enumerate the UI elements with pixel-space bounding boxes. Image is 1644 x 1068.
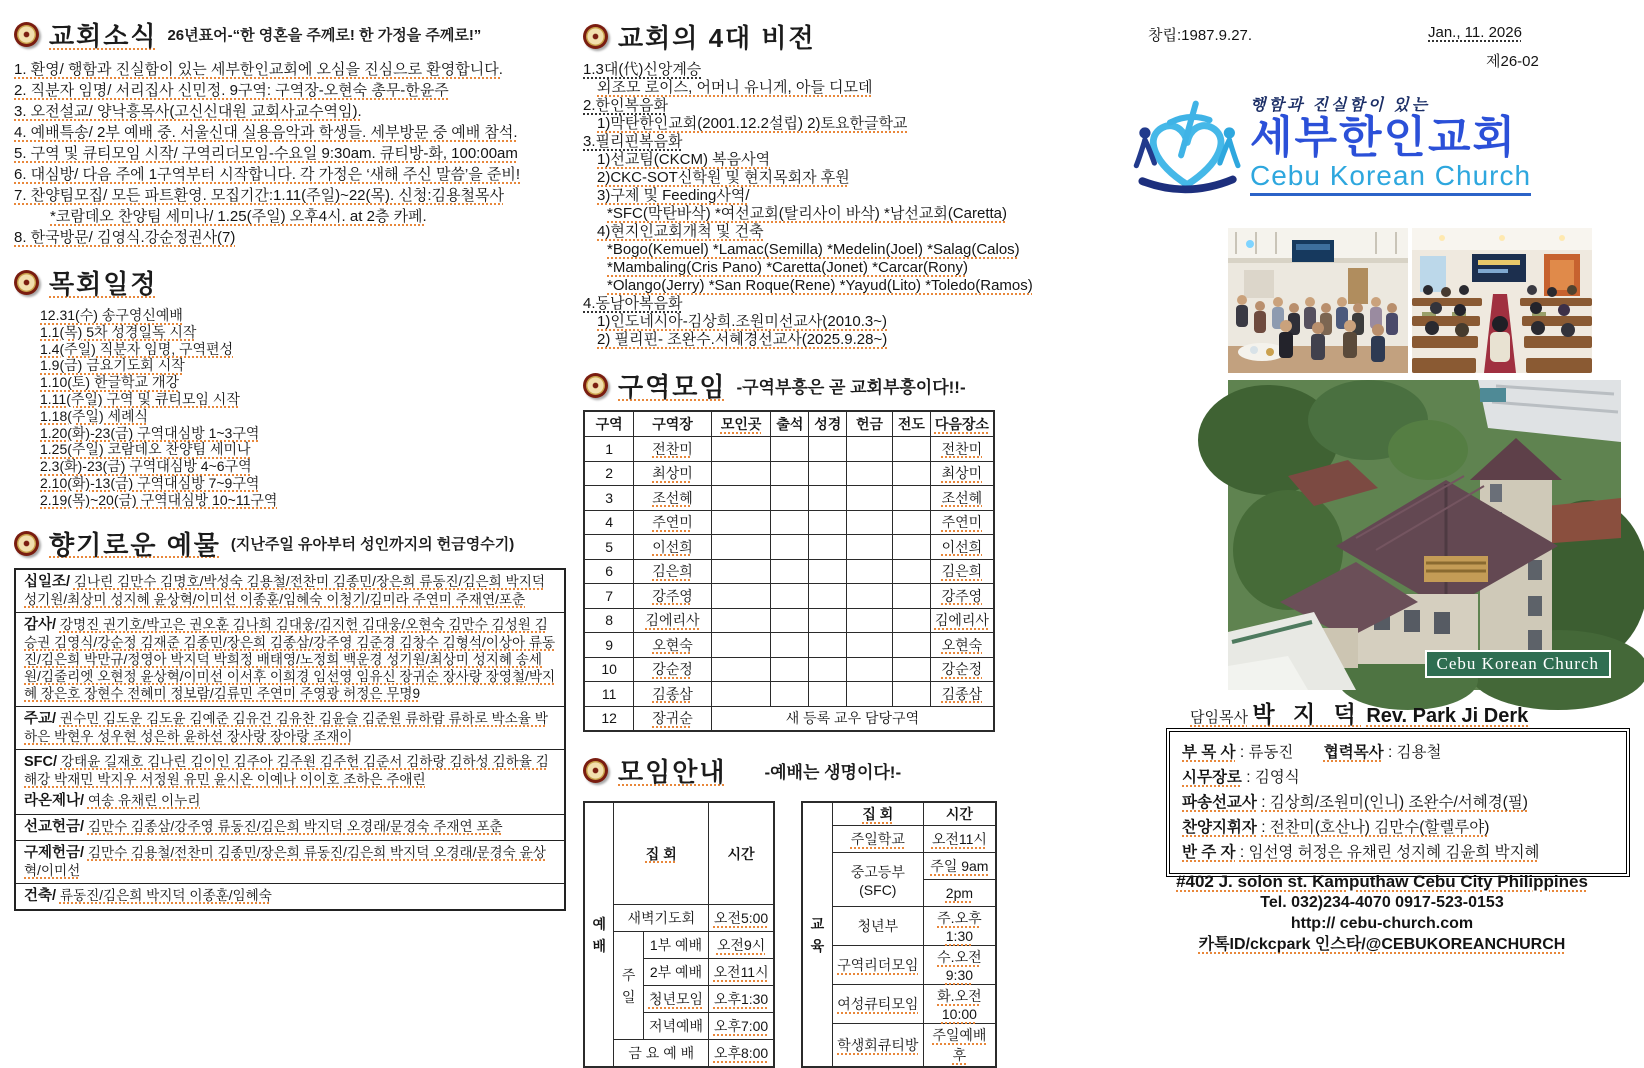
group-no: 6 [584,559,634,584]
meeting-time: 주일 9am [923,853,996,880]
section-seal-icon [14,270,39,295]
meeting-name: 저녁예배 [643,1013,708,1040]
section-seal-icon [14,22,39,47]
address-block [1122,872,1642,955]
staff-name: : 임선영 허정은 유채린 성지혜 김윤희 박지혜 [1239,844,1540,861]
vision-line: *Olango(Jerry) *San Roque(Rene) *Yayud(Lito) *Toledo(Ramos) [607,277,1033,294]
col-header: 전도 [892,411,930,437]
vision-line: 2)CKC-SOT신학원 및 현지목회자 후원 [597,169,850,186]
staff-name: : 전찬미(호산나) 김만수(할렐루야) [1261,819,1490,836]
group-next: 주연미 [930,510,994,535]
vision-title: 교회의 4대 비전 [618,23,816,53]
meeting-name: 청년모임 [643,986,708,1013]
offering-label: 구제헌금/ [24,844,85,861]
schedule-item: 2.3(화)-23(금) 구역대심방 4~6구역 [40,458,252,475]
group-leader: 강주영 [634,584,712,609]
schedule-item: 1.9(금) 금요기도회 시작 [40,357,185,374]
offering-label: 건축/ [24,887,57,904]
news-list [14,59,566,248]
meeting-time: 오전11시 [709,959,774,986]
schedule-item: 1.10(토) 한글학교 개강 [40,374,180,391]
church-logo-icon [1132,92,1244,204]
table-row [584,802,774,905]
seal-center-icon [17,273,36,292]
seal-center-icon [17,25,36,44]
meeting-tables [583,795,1035,1068]
empty-cell [847,657,893,682]
schedule-item: 1.4(주일) 직분자 임명, 구역편성 [40,340,234,357]
news-item: 3. 오전설교/ 양낙흥목사(고신신대원 교회사교수역임). [14,103,362,120]
education-category: 교육 [802,802,832,1067]
seal-center-icon [586,376,605,395]
empty-cell [847,608,893,633]
empty-cell [711,608,771,633]
schedule-item: 1.20(화)-23(금) 구역대심방 1~3구역 [40,424,260,441]
col-header: 헌금 [847,411,893,437]
issue-date: Jan., 11. 2026 [1428,24,1522,41]
empty-cell [711,682,771,707]
col-header: 성경 [809,411,847,437]
group-leader: 김에리사 [634,608,712,633]
offering-label: 십일조/ [24,573,71,590]
group-leader: 조선혜 [634,486,712,511]
empty-cell [847,486,893,511]
left-column [14,16,566,911]
offering-label: 라온제나/ [24,792,85,809]
offering-row [16,814,564,840]
empty-cell [847,535,893,560]
group-next: 이선희 [930,535,994,560]
section-seal-icon [583,24,608,49]
offering-row [16,749,564,792]
meeting-time: 수.오전9:30 [923,946,996,985]
meeting-time: 화.오전10:00 [923,985,996,1024]
empty-cell [847,461,893,486]
church-logo [1132,92,1602,204]
photo-caption-badge: Cebu Korean Church [1425,650,1611,678]
staff-name: : 김상희/조원미(인니) 조완수/서혜경(필) [1261,794,1528,811]
empty-cell [847,437,893,462]
logo-tagline: 행함과 진실함이 있는 [1250,97,1431,114]
vision-section-header [583,18,1035,55]
offering-label: SFC/ [24,753,58,770]
empty-cell [892,633,930,658]
meeting-name: 1부 예배 [643,932,708,959]
empty-cell [771,608,809,633]
empty-cell [771,559,809,584]
meeting-time: 주.오후1:30 [923,907,996,946]
empty-cell [892,510,930,535]
staff-row [1182,765,1614,790]
empty-cell [847,633,893,658]
group-leader: 전찬미 [634,437,712,462]
meeting-name: 구역리더모임 [832,946,923,985]
seal-center-icon [586,761,605,780]
table-row [584,559,994,584]
offering-names: 권수민 김도운 김도윤 김예준 김유건 김유찬 김윤슬 김준원 류하람 류하로 박소율 박하은 박현우 성우현 성은하 윤하선 장사랑 장아랑 조재이 [24,710,548,744]
offering-names: 김나린 김만수 김명호/박성숙 김용철/전찬미 김종민/장은희 류동진/김은희 박지덕 성기원/최상미 성지혜 윤상혁/이미선 이종훈/임혜숙 이청기/김미라 주연미 주재연/포춘 [24,573,545,607]
empty-cell [809,437,847,462]
interior-photo-1 [1228,228,1408,373]
staff-row [1182,790,1614,815]
group-leader: 강순정 [634,657,712,682]
vision-line: 1)인도네시아-김상희.조원미선교사(2010.3~) [597,313,887,330]
group-no: 1 [584,437,634,462]
staff-role: 찬양지휘자 [1182,819,1257,836]
table-row [584,535,994,560]
news-item: 8. 한국방문/ 김영식.강순정권사(7) [14,229,236,246]
table-row [584,706,994,731]
worship-table [583,801,775,1068]
pastor-name-english: Rev. Park Ji Derk [1366,705,1529,727]
empty-cell [892,461,930,486]
vision-line: 2) 필리핀- 조완수.서혜경선교사(2025.9.28~) [597,331,888,348]
news-item-note: *코람데오 찬양팀 세미나/ 1.25(주일) 오후4시. at 2층 카페. [50,208,427,225]
meetings-title: 모임안내 [618,757,727,787]
schedule-item: 1.11(주일) 구역 및 큐티모임 시작 [40,390,240,407]
vision-line: *Mambaling(Cris Pano) *Caretta(Jonet) *Carcar(Rony) [607,259,968,276]
meeting-time: 오후7:00 [709,1013,774,1040]
worship-category: 예배 [584,802,614,1067]
interior-photo-2 [1412,228,1592,373]
empty-cell [711,559,771,584]
col-header: 시간 [923,802,996,826]
news-item: 1. 환영/ 행함과 진실함이 있는 세부한인교회에 오심을 진심으로 환영합니다. [14,61,503,78]
empty-cell [711,657,771,682]
offering-row [16,883,564,909]
empty-cell [892,608,930,633]
offering-subtitle: (지난주일 유아부터 성인까지의 헌금영수기) [230,535,515,553]
group-leader: 김은희 [634,559,712,584]
empty-cell [809,461,847,486]
vision-list [583,61,1035,349]
issue-number: 제26-02 [1486,53,1539,70]
vision-line: 1)선교팀(CKCM) 복음사역 [597,151,771,168]
empty-cell [892,584,930,609]
group-next: 최상미 [930,461,994,486]
vision-line: 1)막탄한인교회(2001.12.2설립) 2)토요한글학교 [597,115,908,132]
staff-role: 시무장로 [1182,769,1242,786]
staff-role: 협력목사 [1323,744,1384,761]
schedule-section-header [14,264,566,301]
middle-column [583,18,1035,1068]
group-table [583,410,995,732]
empty-cell [771,682,809,707]
group-next: 조선혜 [930,486,994,511]
empty-cell [809,657,847,682]
empty-cell [847,682,893,707]
meeting-time: 오전11시 [923,826,996,853]
meeting-time: 주일예배후 [923,1024,996,1068]
empty-cell [771,535,809,560]
group-no: 3 [584,486,634,511]
meeting-name: 여성큐티모임 [832,985,923,1024]
group-next: 김에리사 [930,608,994,633]
empty-cell [809,682,847,707]
col-header: 집 회 [832,802,923,826]
church-name-english: Cebu Korean Church [1250,160,1532,191]
offering-names: 류동진/김은희 박지덕 이종훈/임혜숙 [59,887,272,903]
group-no: 8 [584,608,634,633]
news-item: 2. 직분자 임명/ 서리집사 신민정. 9구역: 구역장-오현숙 총무-한윤주 [14,82,449,99]
meeting-name: 청년부 [832,907,923,946]
senior-pastor-line [1190,696,1630,729]
group-leader: 장귀순 [634,706,712,731]
group-subtitle: -구역부흥은 곧 교회부흥이다!!- [736,378,966,397]
offering-label: 주교/ [24,710,57,727]
group-no: 2 [584,461,634,486]
group-no: 12 [584,706,634,731]
offering-names: 강명진 권기호/박고은 권오훈 김나희 김대웅/김지헌 김대웅/오현숙 김만수 김성원 김승권 김영식/강순정 김재준 김종민/장은희 김종삼/강주영 김준경 김창수 김형석/이상아 류동진/김은희 박만규/정영아 박지덕 박희정 배태영/노정희 백운경 성기원/최상미 성지혜 송세원/김줄리엣 오현정 윤상혁/이미선 이서후 이희경 임선영 임유신 장귀순 장사랑 장영철/박지혜 장은호 장현수 전혜미 정보람/김류민 주연미 주영광 허정은 무명9 [24,616,556,701]
col-header: 출석 [771,411,809,437]
empty-cell [771,657,809,682]
news-item: 4. 예배특송/ 2부 예배 중. 서울신대 실용음악과 학생들. 세부방문 중 예배 참석. [14,124,518,141]
social-ids: 카톡ID/ckcpark 인스타/@CEBUKOREANCHURCH [1198,936,1566,953]
section-seal-icon [583,373,608,398]
col-header: 구역장 [634,411,712,437]
staff-row [1182,740,1614,765]
phone-numbers: Tel. 032)234-4070 0917-523-0153 [1260,894,1504,911]
empty-cell [771,461,809,486]
col-header: 모인곳 [711,411,771,437]
offering-title: 향기로운 예물 [49,529,221,560]
empty-cell [771,437,809,462]
photo-church-building-aerial [1228,380,1621,690]
staff-role: 파송선교사 [1182,794,1257,811]
staff-row [1182,815,1614,840]
vision-line: 3)구제 및 Feeding사역/ [597,187,750,204]
meeting-name: 금 요 예 배 [614,1040,709,1068]
schedule-item: 1.25(주일) 코람데오 찬양팀 세미나 [40,441,251,458]
pastor-label: 담임목사 [1190,709,1248,726]
staff-name: : 김용철 [1387,744,1442,761]
founded-date: 창립:1987.9.27. [1148,27,1253,44]
col-header: 구역 [584,411,634,437]
meetings-section-header [583,752,1035,789]
education-table [801,801,997,1068]
group-no: 4 [584,510,634,535]
vision-line: 4)현지인교회개척 및 건축 [597,223,764,240]
table-row [584,437,994,462]
empty-cell [771,584,809,609]
group-leader: 주연미 [634,510,712,535]
table-row [584,510,994,535]
meeting-time: 오전5:00 [709,905,774,932]
table-row [584,682,994,707]
photo-congregation-fellowship [1228,228,1408,373]
empty-cell [809,486,847,511]
news-title: 교회소식 [49,21,158,51]
empty-cell [892,657,930,682]
news-section-header [14,16,566,53]
vision-line: *Bogo(Kemuel) *Lamac(Semilla) *Medelin(Joel) *Salag(Calos) [607,241,1020,258]
schedule-item: 2.19(목)~20(금) 구역대심방 10~11구역 [40,491,278,508]
staff-name: : 류동진 [1239,744,1294,761]
group-next: 김종삼 [930,682,994,707]
meeting-name: 2부 예배 [643,959,708,986]
schedule-item: 1.1(목) 5차 성경일독 시작 [40,323,197,340]
empty-cell [847,510,893,535]
group-section-header [583,367,1035,404]
group-leader: 이선희 [634,535,712,560]
group-leader: 김종삼 [634,682,712,707]
group-next: 김은희 [930,559,994,584]
empty-cell [892,486,930,511]
news-subtitle: 26년표어-“한 영혼을 주께로! 한 가정을 주께로!” [167,27,482,44]
staff-box [1166,728,1630,877]
table-row [584,657,994,682]
vision-line: 외조모 로이스, 어머니 유니게, 아들 디모데 [597,79,873,96]
group-no: 9 [584,633,634,658]
empty-cell [711,461,771,486]
table-row [584,633,994,658]
schedule-title: 목회일정 [49,269,158,299]
empty-cell [847,559,893,584]
group-next: 강주영 [930,584,994,609]
offering-label: 감사/ [24,616,57,633]
empty-cell [892,437,930,462]
offering-names: 김만수 김용철/전찬미 김종민/장은희 류동진/김은희 박지덕 오경래/문경숙 윤상혁/이미선 [24,844,546,878]
aerial-photo [1228,380,1621,690]
group-leader: 오현숙 [634,633,712,658]
offering-names: 강태윤 길재호 김나린 김이인 김주아 김주원 김주헌 김준서 김하랑 김하성 김하율 김해강 박재민 박지우 서정원 유민 윤시온 이예나 이이호 조하은 주애린 [24,753,549,787]
staff-role: 반 주 자 [1182,844,1236,861]
empty-cell [809,559,847,584]
schedule-list [40,307,566,509]
photo-worship-service [1412,228,1592,373]
schedule-item: 2.10(화)-13(금) 구역대심방 7~9구역 [40,474,260,491]
col-header: 집 회 [614,802,709,905]
website-url[interactable]: http:// cebu-church.com [1290,915,1474,932]
table-row [802,802,996,826]
section-seal-icon [583,758,608,783]
offering-names: 여송 유채린 이누리 [87,792,201,808]
meeting-time: 2pm [923,880,996,907]
vision-line: 4.동남아복음화 [583,295,683,312]
seal-center-icon [586,27,605,46]
offering-box [14,568,566,911]
table-row [584,461,994,486]
empty-cell [711,486,771,511]
staff-name: : 김영식 [1246,769,1300,786]
empty-cell [892,535,930,560]
empty-cell [847,584,893,609]
meeting-name: 중고등부 (SFC) [832,853,923,907]
offering-names: 김만수 김종삼/강주영 류동진/김은희 박지덕 오경래/문경숙 주재연 포춘 [87,818,503,834]
group-no: 5 [584,535,634,560]
group-title: 구역모임 [618,372,727,402]
empty-cell [711,437,771,462]
news-item: 7. 찬양팀모집/ 모든 파트환영. 모집기간:1.11(주일)~22(목). 신청:김용철목사 [14,187,504,204]
group-next: 전찬미 [930,437,994,462]
offering-row [16,570,564,612]
empty-cell [809,608,847,633]
table-row [584,411,994,437]
offering-row [16,612,564,706]
pastor-name: 박 지 덕 [1252,701,1362,727]
empty-cell [711,510,771,535]
empty-cell [771,510,809,535]
empty-cell [809,510,847,535]
group-no: 7 [584,584,634,609]
empty-cell [809,633,847,658]
group-no: 10 [584,657,634,682]
schedule-item: 12.31(수) 송구영신예배 [40,307,183,323]
vision-line: 1.3대(代)신앙계승 [583,61,702,78]
group-next: 오현숙 [930,633,994,658]
col-header: 다음장소 [930,411,994,437]
meeting-time: 오후8:00 [709,1040,774,1068]
staff-role: 부 목 사 [1182,744,1236,761]
group-next: 강순정 [930,657,994,682]
vision-line: 3.필리핀복음화 [583,133,683,150]
meeting-name: 새벽기도회 [614,905,709,932]
table-row [584,584,994,609]
meeting-time: 오전9시 [709,932,774,959]
empty-cell [771,486,809,511]
meeting-name: 주일학교 [832,826,923,853]
empty-cell [771,633,809,658]
vision-line: *SFC(막탄바삭) *여선교회(탈리사이 바삭) *남선교회(Caretta) [607,205,1007,222]
news-item: 6. 대심방/ 다음 주에 1구역부터 시작합니다. 각 가정은 ‘새해 주신 말씀’을 준비! [14,166,521,183]
meeting-time: 오후1:30 [709,986,774,1013]
offering-label: 선교헌금/ [24,818,85,835]
empty-cell [892,559,930,584]
meeting-name: 학생회큐티방 [832,1024,923,1068]
section-seal-icon [14,531,39,556]
vision-line: 2.한인복음화 [583,97,668,114]
empty-cell [711,633,771,658]
table-row [584,608,994,633]
group-no: 11 [584,682,634,707]
seal-center-icon [17,534,36,553]
offering-row [16,840,564,883]
offering-section-header [14,525,566,562]
meetings-subtitle: -예배는 생명이다!- [764,763,902,782]
empty-cell [892,682,930,707]
offering-row [16,792,564,814]
group-note: 새 등록 교우 담당구역 [711,706,994,731]
empty-cell [809,584,847,609]
offering-row [16,706,564,749]
church-name-korean: 세부한인교회 [1250,113,1518,162]
street-address: #402 J. solon st. Kamputhaw Cebu City Philippines [1176,872,1588,891]
group-leader: 최상미 [634,461,712,486]
sunday-label: 주일 [614,932,643,1040]
staff-row [1182,840,1614,865]
church-logo-text [1250,92,1531,196]
col-header: 시간 [709,802,774,905]
table-row [584,486,994,511]
empty-cell [711,535,771,560]
empty-cell [809,535,847,560]
empty-cell [711,584,771,609]
news-item: 5. 구역 및 큐티모임 시작/ 구역리더모임-수요일 9:30am. 큐티방-화, 100:00am [14,145,518,162]
schedule-item: 1.18(주일) 세례식 [40,407,149,424]
